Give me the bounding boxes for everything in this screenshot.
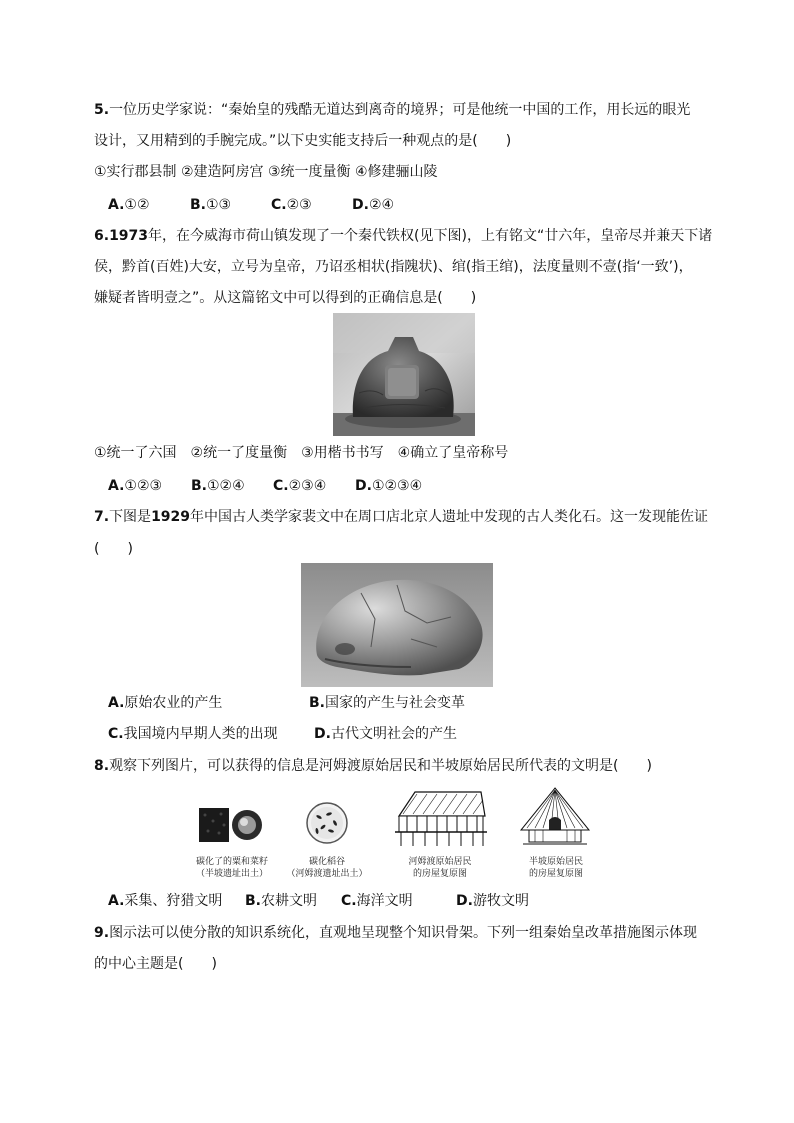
q8-option-b[interactable] bbox=[245, 891, 317, 911]
q6-option-b[interactable] bbox=[191, 476, 245, 496]
q7-option-a[interactable] bbox=[108, 693, 222, 713]
q7-stem-text1b: 年中国古人类学家裴文中在周口店北京人遗址中发现的古人类化石。这一发现能佐证 bbox=[190, 509, 709, 525]
q6-year: 1973 bbox=[109, 228, 149, 244]
q5-items: ①实行郡县制 ②建造阿房宫 ③统一度量衡 ④修建骊山陵 bbox=[94, 164, 438, 180]
q5-option-b-text: ①③ bbox=[206, 197, 232, 213]
q7-option-a-text: 原始农业的产生 bbox=[124, 695, 223, 711]
q5-option-c[interactable] bbox=[271, 195, 312, 215]
q5-option-a[interactable] bbox=[108, 195, 150, 215]
q5-option-a-text: ①② bbox=[124, 197, 150, 213]
q7-option-c-text: 我国境内早期人类的出现 bbox=[123, 726, 278, 742]
q5-option-a-letter: A. bbox=[108, 197, 125, 213]
q8-option-a[interactable] bbox=[108, 891, 222, 911]
q5-option-c-letter: C. bbox=[271, 197, 287, 213]
caption-millet-line1: 碳化了的粟和菜籽 bbox=[195, 857, 268, 867]
caption-hemudu-line1: 河姆渡原始居民 bbox=[408, 857, 472, 867]
q9-stem-text1: 图示法可以使分散的知识系统化，直观地呈现整个知识骨架。下列一组秦始皇改革措施图示体现 bbox=[109, 925, 698, 941]
q5-number: 5. bbox=[94, 102, 110, 118]
caption-banpo-house bbox=[514, 856, 598, 880]
q7-stem-line1 bbox=[94, 507, 708, 527]
q5-option-b-letter: B. bbox=[190, 197, 206, 213]
q8-option-c[interactable] bbox=[341, 891, 413, 911]
q6-option-a-letter: A. bbox=[108, 478, 125, 494]
q8-stem-line1 bbox=[94, 756, 652, 776]
caption-hemudu-house bbox=[395, 856, 485, 880]
q6-number: 6. bbox=[94, 228, 110, 244]
q6-option-a-text: ①②③ bbox=[124, 478, 163, 494]
q8-option-a-text: 采集、狩猎文明 bbox=[124, 893, 223, 909]
q7-year: 1929 bbox=[151, 509, 191, 525]
caption-banpo-line1: 半坡原始居民 bbox=[528, 857, 583, 867]
carbonized-millet-image bbox=[199, 805, 263, 845]
q6-option-d-letter: D. bbox=[355, 478, 372, 494]
caption-banpo-line2: 的房屋复原图 bbox=[528, 869, 583, 879]
q5-stem-text1: 一位历史学家说：“秦始皇的残酷无道达到离奇的境界；可是他统一中国的工作，用长远的眼光 bbox=[109, 102, 691, 118]
q6-option-d[interactable] bbox=[355, 476, 422, 496]
q6-items: ①统一了六国 ②统一了度量衡 ③用楷书书写 ④确立了皇帝称号 bbox=[94, 445, 509, 461]
q5-stem-line1 bbox=[94, 100, 690, 120]
q8-option-c-letter: C. bbox=[341, 893, 357, 909]
q8-option-d-text: 游牧文明 bbox=[472, 893, 529, 909]
banpo-house-image bbox=[519, 786, 591, 850]
q5-option-d-text: ②④ bbox=[368, 197, 395, 213]
q5-stem-line2: 设计，又用精到的手腕完成。”以下史实能支持后一种观点的是( ) bbox=[94, 133, 512, 149]
q8-option-b-text: 农耕文明 bbox=[261, 893, 317, 909]
q8-option-b-letter: B. bbox=[245, 893, 261, 909]
q8-stem-text1: 观察下列图片，可以获得的信息是河姆渡原始居民和半坡原始居民所代表的文明是( ) bbox=[109, 758, 652, 774]
q7-number: 7. bbox=[94, 509, 110, 525]
q5-option-b[interactable] bbox=[190, 195, 231, 215]
q6-option-c-text: ②③④ bbox=[288, 478, 327, 494]
carbonized-rice-image bbox=[305, 801, 349, 845]
q6-stem-line3: 嫌疑者皆明壹之”。从这篇铭文中可以得到的正确信息是( ) bbox=[94, 290, 477, 306]
peking-man-skull-photo bbox=[301, 563, 493, 687]
q8-option-c-text: 海洋文明 bbox=[356, 893, 413, 909]
q6-option-c-letter: C. bbox=[273, 478, 289, 494]
qin-iron-weight-photo bbox=[333, 313, 475, 436]
q6-option-c[interactable] bbox=[273, 476, 326, 496]
q6-stem-line1 bbox=[94, 226, 712, 246]
q6-option-b-letter: B. bbox=[191, 478, 207, 494]
caption-hemudu-line2: 的房屋复原图 bbox=[412, 869, 467, 879]
q9-stem-line1 bbox=[94, 923, 697, 943]
q7-stem-text1a: 下图是 bbox=[109, 509, 152, 525]
hemudu-stilt-house-image bbox=[393, 786, 489, 850]
q5-option-c-text: ②③ bbox=[286, 197, 312, 213]
q8-option-d[interactable] bbox=[456, 891, 529, 911]
q9-stem-line2: 的中心主题是( ) bbox=[94, 956, 217, 972]
q7-option-d[interactable] bbox=[314, 724, 457, 744]
caption-millet-line2: （半坡遗址出土） bbox=[195, 869, 268, 879]
q7-option-b-letter: B. bbox=[309, 695, 325, 711]
q6-option-d-text: ①②③④ bbox=[371, 478, 423, 494]
caption-rice bbox=[279, 856, 375, 880]
q7-option-d-letter: D. bbox=[314, 726, 331, 742]
q7-option-d-text: 古代文明社会的产生 bbox=[330, 726, 457, 742]
q7-option-c[interactable] bbox=[108, 724, 278, 744]
q9-number: 9. bbox=[94, 925, 110, 941]
q7-option-c-letter: C. bbox=[108, 726, 124, 742]
caption-millet bbox=[185, 856, 279, 880]
q6-option-b-text: ①②④ bbox=[207, 478, 245, 494]
q7-option-b-text: 国家的产生与社会变革 bbox=[325, 695, 465, 711]
q6-stem-line2: 侯，黔首(百姓)大安，立号为皇帝，乃诏丞相状(指隗状)、绾(指王绾)，法度量则不壹(指‘一致’)， bbox=[94, 259, 693, 275]
q5-option-d-letter: D. bbox=[352, 197, 369, 213]
q8-number: 8. bbox=[94, 758, 110, 774]
q6-option-a[interactable] bbox=[108, 476, 162, 496]
caption-rice-line2: （河姆渡遗址出土） bbox=[286, 869, 368, 879]
q7-option-b[interactable] bbox=[309, 693, 465, 713]
q8-option-a-letter: A. bbox=[108, 893, 125, 909]
q5-option-d[interactable] bbox=[352, 195, 394, 215]
q8-option-d-letter: D. bbox=[456, 893, 473, 909]
q7-option-a-letter: A. bbox=[108, 695, 125, 711]
q7-stem-line2: ( ) bbox=[94, 541, 133, 557]
q6-stem-text1: 年，在今威海市荷山镇发现了一个秦代铁权(见下图)，上有铭文“廿六年，皇帝尽并兼天下诸 bbox=[148, 228, 713, 244]
caption-rice-line1: 碳化稻谷 bbox=[308, 857, 345, 867]
